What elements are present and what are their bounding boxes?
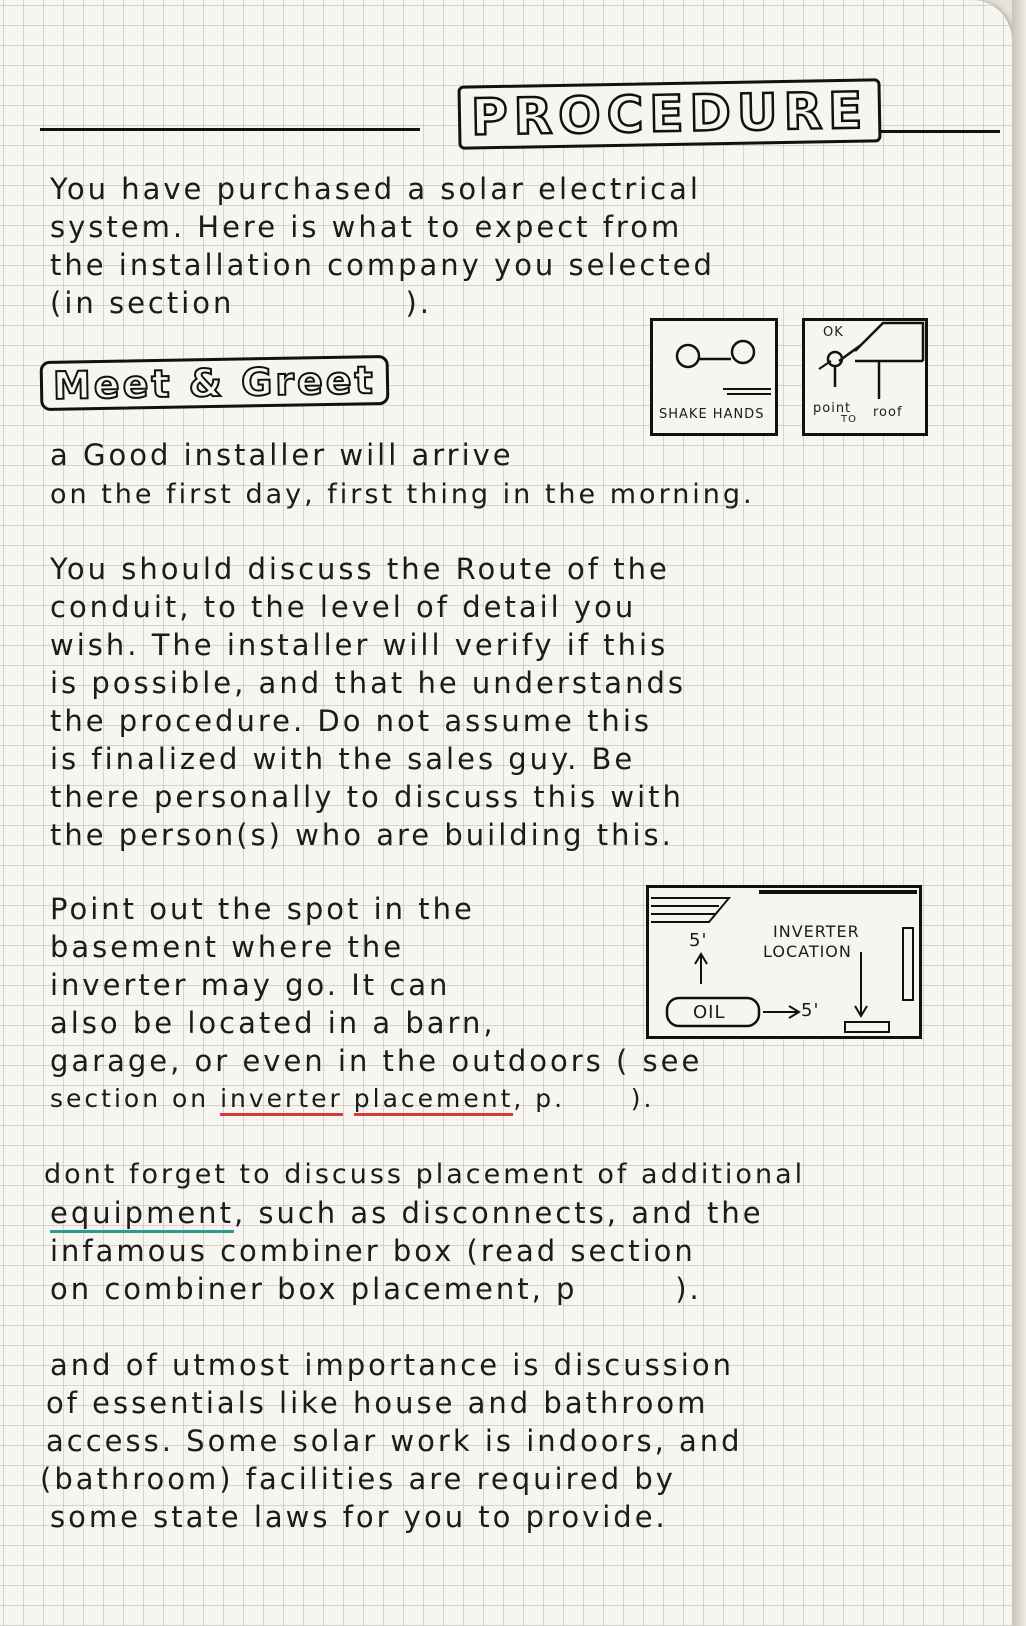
para1-line: on the first day, first thing in the morning.	[50, 479, 755, 510]
intro-line: system. Here is what to expect from	[50, 210, 683, 244]
placement-link[interactable]: placement	[354, 1084, 514, 1116]
para2-line: wish. The installer will verify if this	[50, 628, 669, 662]
para5-line: of essentials like house and bathroom	[46, 1386, 709, 1420]
para2-line: there personally to discuss this with	[50, 780, 684, 814]
para4-line: infamous combiner box (read section	[50, 1234, 696, 1268]
sketch-ok-label: OK	[823, 325, 844, 340]
para3-line: inverter may go. It can	[50, 968, 451, 1002]
para4-text: , such as disconnects, and the	[233, 1196, 764, 1230]
sketch-basement	[646, 885, 922, 1039]
para5-line: access. Some solar work is indoors, and	[46, 1424, 743, 1458]
para3-line-6	[50, 1080, 655, 1118]
sketch-caption: point	[813, 401, 852, 416]
intro-line: the installation company you selected	[50, 248, 715, 282]
label-inverter: INVERTER	[773, 922, 860, 941]
para4-line: on combiner box placement, p ).	[50, 1272, 702, 1306]
para3-text: section on	[50, 1084, 221, 1113]
para2-line: conduit, to the level of detail you	[50, 590, 637, 624]
label-up-distance: 5'	[689, 930, 708, 951]
para2-line: You should discuss the Route of the	[50, 552, 670, 586]
page-title: PROCEDURE	[457, 78, 881, 149]
para5-line: and of utmost importance is discussion	[50, 1348, 734, 1382]
para3-text: , p. ).	[513, 1084, 655, 1113]
label-location: LOCATION	[763, 942, 852, 961]
label-right-distance: 5'	[801, 1000, 820, 1021]
sketch-caption: roof	[873, 405, 903, 420]
intro-line: You have purchased a solar electrical	[50, 172, 701, 206]
floor-plan-icon	[649, 888, 919, 1036]
space	[343, 1084, 354, 1113]
inverter-link[interactable]: inverter	[220, 1084, 343, 1116]
title-rule-left	[40, 128, 420, 131]
intro-line: (in section ).	[50, 286, 433, 320]
title-banner	[40, 80, 1000, 147]
sketch-shake-hands	[650, 318, 778, 436]
label-oil: OIL	[693, 1002, 726, 1023]
page-edge	[1012, 0, 1026, 1626]
equipment-link[interactable]: equipment	[50, 1196, 234, 1233]
para3-line: garage, or even in the outdoors ( see	[50, 1044, 703, 1078]
para1-line: a Good installer will arrive	[50, 438, 514, 472]
sketch-caption: TO	[841, 414, 857, 425]
para4-line: dont forget to discuss placement of additional	[44, 1159, 806, 1190]
sketch-point-to-roof	[802, 318, 928, 436]
para3-line: basement where the	[50, 930, 405, 964]
para3-line: also be located in a barn,	[50, 1006, 496, 1040]
section-heading: Meet & Greet	[40, 355, 390, 411]
para2-line: the person(s) who are building this.	[50, 818, 674, 852]
para2-line: is finalized with the sales guy. Be	[50, 742, 636, 776]
para5-line: (bathroom) facilities are required by	[40, 1462, 676, 1496]
para2-line: the procedure. Do not assume this	[50, 704, 652, 738]
para5-line: some state laws for you to provide.	[50, 1500, 668, 1534]
para2-line: is possible, and that he understands	[50, 666, 686, 700]
para4-line-2	[50, 1194, 764, 1232]
sketch-caption: SHAKE HANDS	[659, 407, 765, 422]
para3-line: Point out the spot in the	[50, 892, 475, 926]
